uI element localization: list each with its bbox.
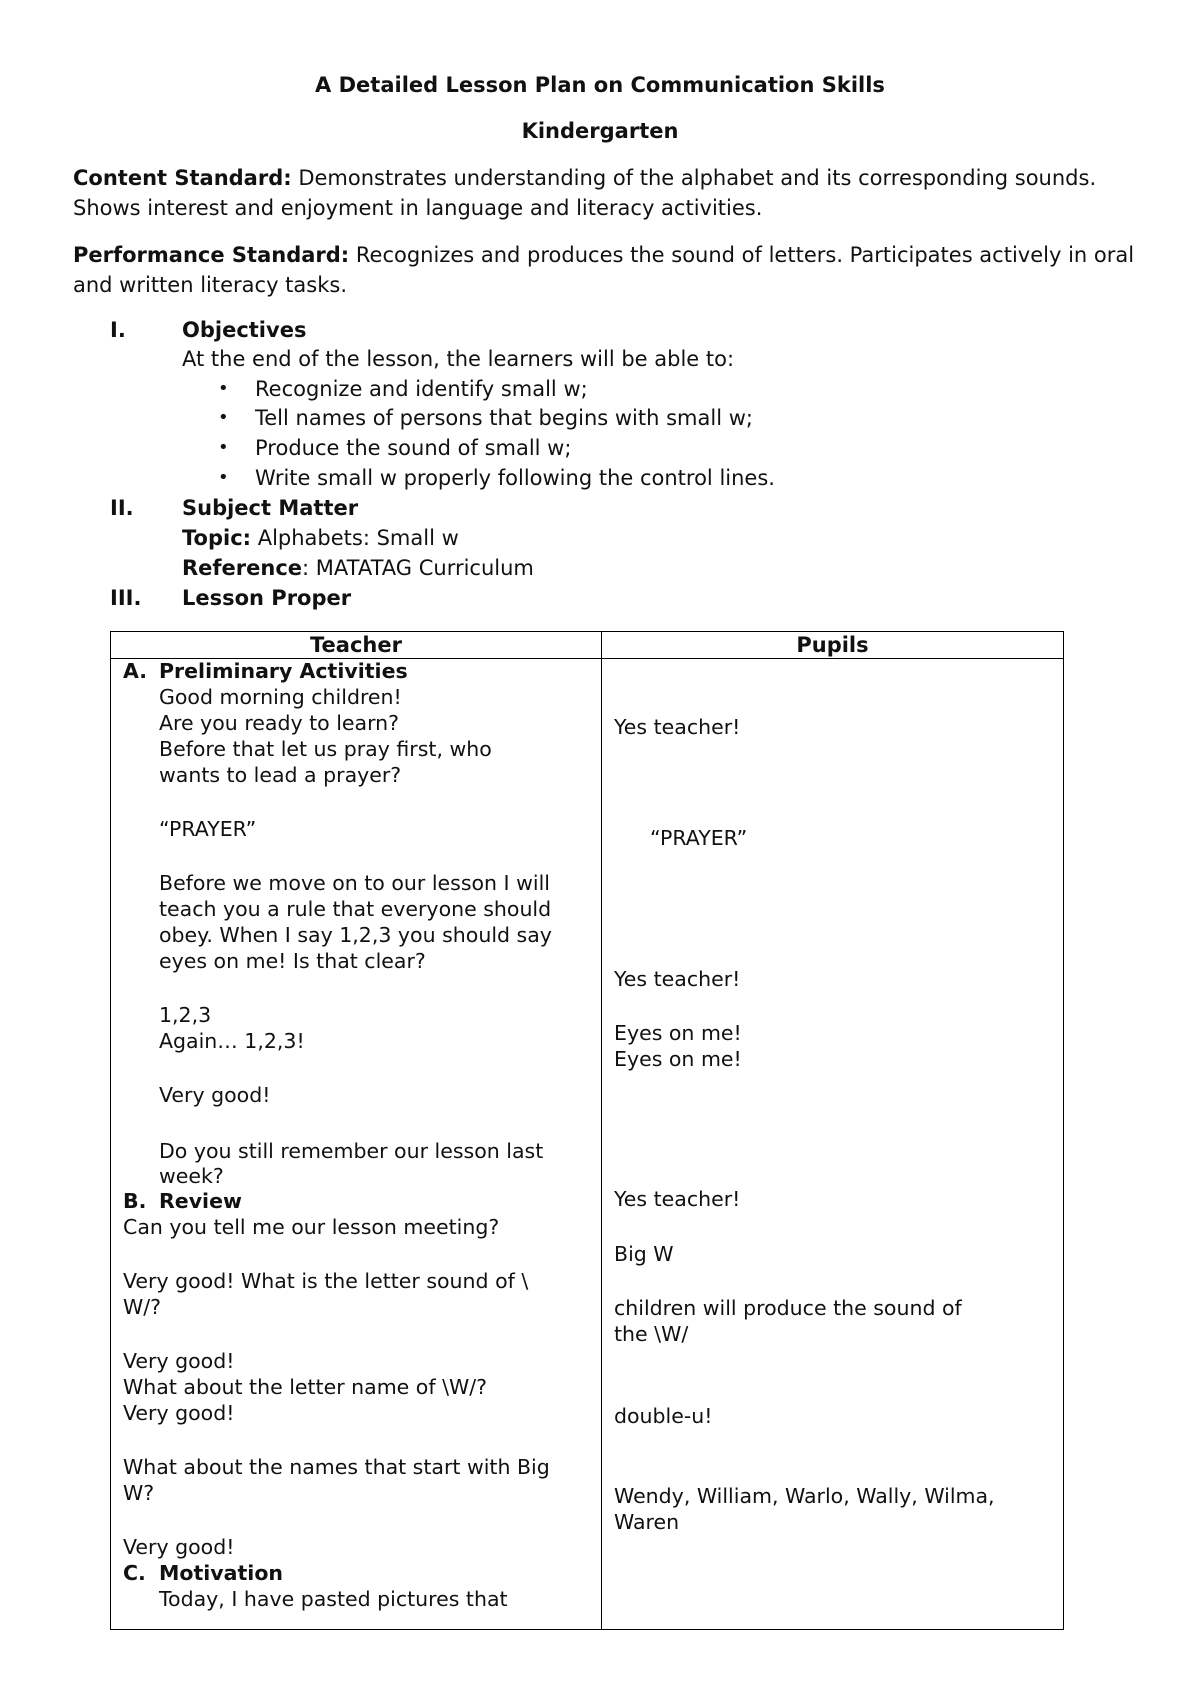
- table-header-row: [111, 632, 1064, 659]
- reference-label: Reference: [182, 556, 303, 580]
- pupil-response: double-u!: [614, 1404, 713, 1428]
- pupils-column-header: Pupils: [602, 632, 1064, 659]
- subject-matter-number: II.: [110, 496, 134, 520]
- teacher-line: eyes on me! Is that clear?: [159, 949, 426, 973]
- teacher-line: Very good! What is the letter sound of \: [123, 1269, 529, 1293]
- teacher-line: wants to lead a prayer?: [159, 763, 402, 787]
- teacher-line: teach you a rule that everyone should: [159, 897, 552, 921]
- pupil-response: Big W: [614, 1242, 674, 1266]
- objectives-number: I.: [110, 318, 126, 342]
- teacher-line: Before we move on to our lesson I will: [159, 871, 550, 895]
- lesson-proper-number: III.: [110, 586, 142, 610]
- lesson-proper-heading: Lesson Proper: [182, 586, 352, 610]
- teacher-line: Very good!: [123, 1401, 235, 1425]
- teacher-line: “PRAYER”: [159, 817, 257, 841]
- teacher-line: week?: [159, 1164, 224, 1188]
- pupil-response: Waren: [614, 1510, 680, 1534]
- bullet-icon: •: [218, 467, 229, 488]
- section-letter: C.: [123, 1561, 146, 1585]
- teacher-line: Again… 1,2,3!: [159, 1029, 305, 1053]
- pupil-response: the \W/: [614, 1322, 689, 1346]
- reference-value: : MATATAG Curriculum: [302, 556, 534, 580]
- objective-item: Write small w properly following the control lines.: [255, 466, 775, 490]
- pupil-response: Yes teacher!: [614, 967, 741, 991]
- subject-matter-heading: Subject Matter: [182, 496, 359, 520]
- bullet-icon: •: [218, 407, 229, 428]
- teacher-line: Very good!: [123, 1535, 235, 1559]
- teacher-line: Can you tell me our lesson meeting?: [123, 1215, 500, 1239]
- teacher-line: Very good!: [123, 1349, 235, 1373]
- grade-level: Kindergarten: [521, 119, 679, 143]
- teacher-line: Before that let us pray first, who: [159, 737, 492, 761]
- topic-value: Alphabets: Small w: [251, 526, 459, 550]
- table-row: [111, 659, 1064, 1630]
- objective-item: Recognize and identify small w;: [255, 377, 588, 401]
- performance-standard-label: Performance Standard:: [73, 243, 350, 267]
- bullet-icon: •: [218, 378, 229, 399]
- teacher-line: W/?: [123, 1295, 162, 1319]
- pupil-response: Eyes on me!: [614, 1047, 742, 1071]
- lesson-table: [110, 631, 1064, 1630]
- document-title: A Detailed Lesson Plan on Communication Skills: [315, 73, 885, 97]
- pupil-response: children will produce the sound of: [614, 1296, 962, 1320]
- pupil-response: Eyes on me!: [614, 1021, 742, 1045]
- teacher-column-header: Teacher: [111, 632, 602, 659]
- teacher-line: Today, I have pasted pictures that: [159, 1587, 508, 1611]
- section-heading-preliminary: Preliminary Activities: [159, 659, 408, 683]
- pupil-response: Yes teacher!: [614, 715, 741, 739]
- performance-standard-text: Recognizes and produces the sound of letters. Participates actively in oral and written literacy tasks.: [73, 243, 1135, 297]
- objective-item: Tell names of persons that begins with small w;: [255, 406, 753, 430]
- content-standard-label: Content Standard:: [73, 166, 292, 190]
- performance-standard: [73, 240, 1143, 300]
- pupil-response: “PRAYER”: [650, 826, 748, 850]
- teacher-line: obey. When I say 1,2,3 you should say: [159, 923, 552, 947]
- reference-line: [182, 556, 534, 580]
- pupil-response: Wendy, William, Warlo, Wally, Wilma,: [614, 1484, 995, 1508]
- teacher-line: Are you ready to learn?: [159, 711, 400, 735]
- teacher-line: 1,2,3: [159, 1003, 212, 1027]
- pupil-response: Yes teacher!: [614, 1187, 741, 1211]
- teacher-line: What about the letter name of \W/?: [123, 1375, 488, 1399]
- teacher-line: What about the names that start with Big: [123, 1455, 550, 1479]
- section-heading-review: Review: [159, 1189, 242, 1213]
- objectives-heading: Objectives: [182, 318, 307, 342]
- content-standard: [73, 163, 1143, 223]
- pupils-cell: [602, 659, 1064, 1630]
- teacher-line: Do you still remember our lesson last: [159, 1139, 544, 1163]
- teacher-cell: [111, 659, 602, 1630]
- teacher-line: Very good!: [159, 1083, 271, 1107]
- teacher-line: Good morning children!: [159, 685, 402, 709]
- teacher-line: W?: [123, 1481, 155, 1505]
- objective-item: Produce the sound of small w;: [255, 436, 572, 460]
- bullet-icon: •: [218, 437, 229, 458]
- section-letter: B.: [123, 1189, 147, 1213]
- section-letter: A.: [123, 659, 148, 683]
- section-heading-motivation: Motivation: [159, 1561, 284, 1585]
- topic-label: Topic:: [182, 526, 252, 550]
- topic-line: [182, 526, 459, 550]
- content-standard-text: Demonstrates understanding of the alphabet and its corresponding sounds. Shows interest and enjoyment in language and literacy activities.: [73, 166, 1097, 220]
- objectives-intro: At the end of the lesson, the learners will be able to:: [182, 347, 735, 371]
